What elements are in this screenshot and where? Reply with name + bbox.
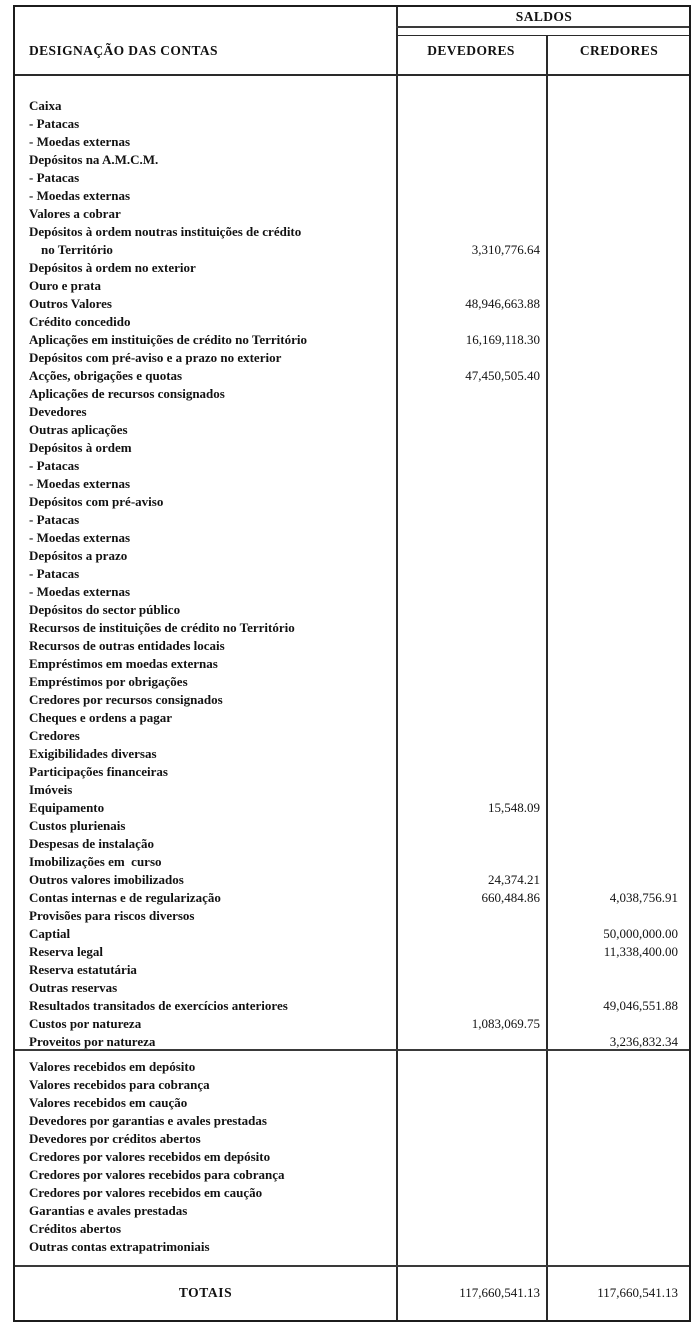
account-label: Equipamento [29, 800, 105, 815]
devedores-value [396, 169, 546, 187]
table-row [15, 205, 689, 223]
account-label: Imobilizações em curso [29, 854, 162, 869]
devedores-value [396, 853, 546, 871]
credores-value [546, 1076, 689, 1094]
account-label: Contas internas e de regularização [29, 890, 221, 905]
credores-value [546, 745, 689, 763]
devedores-value [396, 565, 546, 583]
table-row [15, 637, 689, 655]
table-row [15, 727, 689, 745]
devedores-value [396, 277, 546, 295]
designation-header: DESIGNAÇÃO DAS CONTAS [29, 43, 218, 58]
devedores-value [396, 1130, 546, 1148]
account-label: Valores recebidos em depósito [29, 1059, 196, 1074]
devedores-value: 3,310,776.64 [471, 242, 540, 257]
credores-value [546, 295, 689, 313]
credores-value [546, 403, 689, 421]
credores-value [546, 277, 689, 295]
table-row [15, 1202, 689, 1220]
devedores-value [396, 385, 546, 403]
table-row [15, 493, 689, 511]
account-label: Imóveis [29, 782, 73, 797]
devedores-value [396, 727, 546, 745]
table-row [15, 691, 689, 709]
devedores-value [396, 547, 546, 565]
credores-value [546, 727, 689, 745]
table-row [15, 781, 689, 799]
devedores-value [396, 1094, 546, 1112]
credores-value [546, 313, 689, 331]
table-row [15, 241, 689, 259]
devedores-value [396, 223, 546, 241]
account-label: Empréstimos por obrigações [29, 674, 188, 689]
table-row [15, 295, 689, 313]
credores-value [546, 1015, 689, 1033]
table-row [15, 277, 689, 295]
credores-value [546, 187, 689, 205]
account-label: Cheques e ordens a pagar [29, 710, 173, 725]
credores-value [546, 673, 689, 691]
account-label: Outros valores imobilizados [29, 872, 184, 887]
saldos-underline [396, 26, 689, 28]
saldos-double-rule [396, 35, 689, 36]
credores-value [546, 457, 689, 475]
devedores-value [396, 313, 546, 331]
credores-value [546, 1148, 689, 1166]
devedores-value [396, 763, 546, 781]
table-row [15, 889, 689, 907]
devedores-value [396, 1220, 546, 1238]
credores-value [546, 907, 689, 925]
table-row [15, 907, 689, 925]
credores-value [546, 421, 689, 439]
devedores-value: 1,083,069.75 [471, 1016, 540, 1031]
credores-value [546, 439, 689, 457]
devedores-value [396, 907, 546, 925]
devedores-value [396, 403, 546, 421]
account-label: Caixa [29, 98, 62, 113]
devedores-value: 47,450,505.40 [465, 368, 540, 383]
devedores-value [396, 817, 546, 835]
account-label: Depósitos à ordem no exterior [29, 260, 196, 275]
account-label: - Patacas [29, 512, 80, 527]
devedores-value [396, 601, 546, 619]
credores-value [546, 1094, 689, 1112]
devedores-value [396, 97, 546, 115]
totals-credores-value: 117,660,541.13 [597, 1284, 678, 1300]
credores-value [546, 799, 689, 817]
account-label: Despesas de instalação [29, 836, 154, 851]
devedores-value [396, 457, 546, 475]
credores-value [546, 1184, 689, 1202]
credores-value [546, 853, 689, 871]
table-row [15, 115, 689, 133]
account-label: - Patacas [29, 170, 80, 185]
account-label: Exigibilidades diversas [29, 746, 157, 761]
credores-value: 4,038,756.91 [609, 890, 678, 905]
credores-value [546, 1202, 689, 1220]
devedores-value [396, 583, 546, 601]
devedores-value [396, 115, 546, 133]
credores-value [546, 151, 689, 169]
table-row [15, 475, 689, 493]
table-row [15, 997, 689, 1015]
account-label: Aplicações de recursos consignados [29, 386, 225, 401]
totals-row [15, 1265, 689, 1320]
account-label: Crédito concedido [29, 314, 131, 329]
devedores-value [396, 1058, 546, 1076]
account-label: Aplicações em instituições de crédito no Território [29, 332, 308, 347]
table-row [15, 943, 689, 961]
devedores-value [396, 925, 546, 943]
account-label: Reserva estatutária [29, 962, 137, 977]
devedores-value [396, 997, 546, 1015]
table-row [15, 745, 689, 763]
account-label: Depósitos do sector público [29, 602, 181, 617]
table-row [15, 439, 689, 457]
table-row [15, 1220, 689, 1238]
table-row [15, 961, 689, 979]
table-row [15, 1058, 689, 1076]
account-label: Depósitos com pré-aviso e a prazo no exterior [29, 350, 282, 365]
credores-value [546, 349, 689, 367]
table-row [15, 601, 689, 619]
table-row [15, 853, 689, 871]
table-row [15, 511, 689, 529]
table-row [15, 1166, 689, 1184]
credores-value: 3,236,832.34 [609, 1034, 678, 1049]
table-row [15, 871, 689, 889]
credores-value [546, 1058, 689, 1076]
credores-value [546, 655, 689, 673]
table-row [15, 1130, 689, 1148]
account-label: Outras reservas [29, 980, 118, 995]
credores-value [546, 637, 689, 655]
account-label: Depósitos a prazo [29, 548, 128, 563]
table-row [15, 259, 689, 277]
devedores-value [396, 133, 546, 151]
devedores-value [396, 1112, 546, 1130]
credores-value [546, 601, 689, 619]
account-label: Depósitos à ordem [29, 440, 132, 455]
table-row [15, 457, 689, 475]
account-label: - Patacas [29, 116, 80, 131]
table-row [15, 1015, 689, 1033]
table-row [15, 529, 689, 547]
credores-value [546, 835, 689, 853]
credores-value: 11,338,400.00 [603, 944, 678, 959]
credores-value [546, 223, 689, 241]
table-row [15, 331, 689, 349]
account-label: Reserva legal [29, 944, 104, 959]
table-row [15, 367, 689, 385]
account-label: Credores por valores recebidos em caução [29, 1185, 263, 1200]
account-label: Valores recebidos para cobrança [29, 1077, 210, 1092]
account-label: - Moedas externas [29, 134, 131, 149]
table-row [15, 187, 689, 205]
credores-value [546, 115, 689, 133]
devedores-value [396, 475, 546, 493]
table-row [15, 403, 689, 421]
credores-value [546, 781, 689, 799]
account-label: Depósitos com pré-aviso [29, 494, 164, 509]
credores-value [546, 259, 689, 277]
devedores-value [396, 979, 546, 997]
accounts-balance-table [13, 5, 691, 1322]
devedores-value: 16,169,118.30 [465, 332, 540, 347]
account-label: - Patacas [29, 458, 80, 473]
account-label: Devedores [29, 404, 87, 419]
table-row [15, 169, 689, 187]
table-row [15, 835, 689, 853]
account-label: Devedores por créditos abertos [29, 1131, 201, 1146]
credores-value [546, 493, 689, 511]
devedores-value [396, 637, 546, 655]
credores-value [546, 763, 689, 781]
account-label: - Moedas externas [29, 476, 131, 491]
credores-value [546, 1166, 689, 1184]
credores-value [546, 475, 689, 493]
credores-value [546, 619, 689, 637]
table-row [15, 1094, 689, 1112]
devedores-value [396, 619, 546, 637]
account-label: Depósitos à ordem noutras instituições de crédito [29, 224, 302, 239]
account-label: Credores por valores recebidos para cobrança [29, 1167, 285, 1182]
account-label: Provisões para riscos diversos [29, 908, 195, 923]
table-row [15, 547, 689, 565]
table-row [15, 817, 689, 835]
devedores-value [396, 349, 546, 367]
account-label: Recursos de instituições de crédito no Território [29, 620, 295, 635]
devedores-value [396, 187, 546, 205]
devedores-value: 48,946,663.88 [465, 296, 540, 311]
devedores-value [396, 745, 546, 763]
credores-value [546, 1130, 689, 1148]
credores-value [546, 691, 689, 709]
table-row [15, 133, 689, 151]
credores-value [546, 1112, 689, 1130]
devedores-value [396, 655, 546, 673]
devedores-value [396, 709, 546, 727]
account-label: Captial [29, 926, 71, 941]
table-row [15, 1238, 689, 1256]
devedores-value [396, 529, 546, 547]
devedores-value [396, 835, 546, 853]
table-row [15, 565, 689, 583]
account-label: Ouro e prata [29, 278, 101, 293]
table-row [15, 151, 689, 169]
totals-label: TOTAIS [178, 1284, 233, 1300]
table-row [15, 583, 689, 601]
table-row [15, 97, 689, 115]
account-label: Acções, obrigações e quotas [29, 368, 183, 383]
account-label: Depósitos na A.M.C.M. [29, 152, 159, 167]
account-label: Valores a cobrar [29, 206, 121, 221]
saldos-header: SALDOS [515, 9, 573, 24]
table-row [15, 421, 689, 439]
table-row [15, 1076, 689, 1094]
credores-value [546, 1220, 689, 1238]
account-label: Proveitos por natureza [29, 1034, 156, 1049]
credores-value [546, 871, 689, 889]
table-row [15, 313, 689, 331]
table-row [15, 673, 689, 691]
devedores-value: 660,484.86 [481, 890, 540, 905]
account-label: Credores por recursos consignados [29, 692, 223, 707]
credores-value [546, 97, 689, 115]
account-label: Créditos abertos [29, 1221, 122, 1236]
credores-value [546, 547, 689, 565]
devedores-value [396, 205, 546, 223]
credores-value [546, 961, 689, 979]
table-row [15, 349, 689, 367]
devedores-value [396, 439, 546, 457]
devedores-value [396, 259, 546, 277]
patrimonial-accounts-section [15, 74, 689, 1049]
devedores-header: DEVEDORES [427, 43, 515, 58]
credores-value [546, 979, 689, 997]
account-label: Empréstimos em moedas externas [29, 656, 218, 671]
account-label: Participações financeiras [29, 764, 168, 779]
devedores-value [396, 493, 546, 511]
credores-value [546, 241, 689, 259]
devedores-value [396, 1166, 546, 1184]
account-label: - Moedas externas [29, 584, 131, 599]
credores-value [546, 133, 689, 151]
account-label: Valores recebidos em caução [29, 1095, 188, 1110]
table-row [15, 1148, 689, 1166]
credores-value [546, 367, 689, 385]
account-label: - Moedas externas [29, 188, 131, 203]
credores-value: 49,046,551.88 [603, 998, 678, 1013]
devedores-value [396, 1148, 546, 1166]
credores-value [546, 709, 689, 727]
table-row [15, 799, 689, 817]
devedores-value [396, 151, 546, 169]
account-label: Outras contas extrapatrimoniais [29, 1239, 210, 1254]
credores-value [546, 583, 689, 601]
credores-value [546, 529, 689, 547]
table-row [15, 979, 689, 997]
account-label: Outros Valores [29, 296, 112, 311]
devedores-value: 24,374.21 [488, 872, 540, 887]
devedores-value [396, 1184, 546, 1202]
credores-header: CREDORES [579, 43, 659, 58]
devedores-value [396, 781, 546, 799]
credores-value: 50,000,000.00 [603, 926, 678, 941]
table-row [15, 709, 689, 727]
extrapatrimonial-accounts-section [15, 1049, 689, 1265]
devedores-value: 15,548.09 [488, 800, 540, 815]
account-label: Outras aplicações [29, 422, 128, 437]
devedores-value [396, 943, 546, 961]
devedores-value [396, 691, 546, 709]
account-label: - Moedas externas [29, 530, 131, 545]
table-row [15, 223, 689, 241]
account-label: Custos plurienais [29, 818, 126, 833]
devedores-value [396, 421, 546, 439]
credores-value [546, 385, 689, 403]
devedores-value [396, 511, 546, 529]
devedores-value [396, 1238, 546, 1256]
table-row [15, 1184, 689, 1202]
credores-value [546, 169, 689, 187]
credores-value [546, 331, 689, 349]
account-label: no Território [41, 242, 113, 257]
account-label: Credores por valores recebidos em depósito [29, 1149, 271, 1164]
credores-value [546, 1238, 689, 1256]
table-row [15, 925, 689, 943]
account-label: Devedores por garantias e avales prestadas [29, 1113, 267, 1128]
account-label: Recursos de outras entidades locais [29, 638, 225, 653]
totals-devedores-value: 117,660,541.13 [459, 1284, 540, 1300]
credores-value [546, 205, 689, 223]
table-row [15, 655, 689, 673]
account-label: Garantias e avales prestadas [29, 1203, 188, 1218]
account-label: - Patacas [29, 566, 80, 581]
devedores-value [396, 1202, 546, 1220]
table-row [15, 1112, 689, 1130]
devedores-value [396, 961, 546, 979]
account-label: Credores [29, 728, 80, 743]
credores-value [546, 817, 689, 835]
table-row [15, 763, 689, 781]
account-label: Custos por natureza [29, 1016, 142, 1031]
table-row [15, 619, 689, 637]
credores-value [546, 565, 689, 583]
table-row [15, 385, 689, 403]
devedores-value [396, 673, 546, 691]
account-label: Resultados transitados de exercícios anteriores [29, 998, 288, 1013]
devedores-value [396, 1076, 546, 1094]
credores-value [546, 511, 689, 529]
